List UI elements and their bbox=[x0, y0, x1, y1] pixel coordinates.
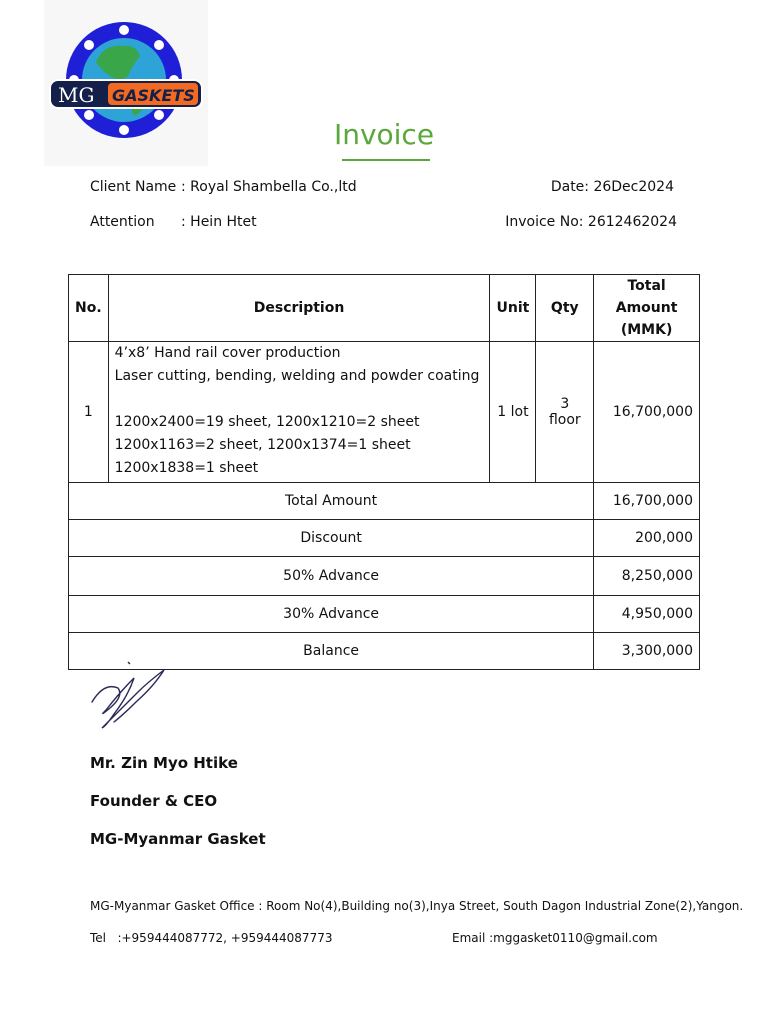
invoice-table bbox=[68, 274, 700, 670]
summary-value: 4,950,000 bbox=[594, 596, 700, 633]
summary-label: Discount bbox=[69, 520, 594, 557]
contact-email: Email :mggasket0110@gmail.com bbox=[452, 931, 658, 945]
signatory-company: MG-Myanmar Gasket bbox=[90, 830, 266, 848]
row-qty: 3 floor bbox=[536, 342, 594, 483]
table-header-row bbox=[69, 275, 700, 342]
row-total: 16,700,000 bbox=[594, 342, 700, 483]
header-total-amount bbox=[594, 275, 700, 342]
signature bbox=[84, 652, 184, 740]
signatory-role: Founder & CEO bbox=[90, 792, 218, 810]
client-name-value: : Royal Shambella Co.,ltd bbox=[181, 179, 357, 195]
title-underline bbox=[342, 159, 430, 161]
header-description: Description bbox=[108, 275, 490, 342]
row-description bbox=[108, 342, 490, 483]
summary-value: 3,300,000 bbox=[594, 633, 700, 670]
logo-text-gaskets: GASKETS bbox=[112, 86, 195, 105]
attention-value: : Hein Htet bbox=[181, 214, 257, 230]
logo-text-mg: MG bbox=[58, 83, 95, 107]
header-total-line1: Total Amount bbox=[615, 278, 678, 316]
desc-line-4: 1200x1163=2 sheet, 1200x1374=1 sheet bbox=[114, 437, 411, 453]
summary-label: 50% Advance bbox=[69, 557, 594, 596]
summary-value: 16,700,000 bbox=[594, 483, 700, 520]
row-no: 1 bbox=[69, 342, 109, 483]
summary-value: 200,000 bbox=[594, 520, 700, 557]
desc-line-5: 1200x1838=1 sheet bbox=[114, 460, 259, 476]
summary-label: Total Amount bbox=[69, 483, 594, 520]
summary-total-row bbox=[69, 483, 700, 520]
invoice-date: Date: 26Dec2024 bbox=[550, 179, 674, 195]
page-title: Invoice bbox=[333, 118, 435, 151]
header-total-line2: (MMK) bbox=[620, 322, 673, 338]
desc-line-3: 1200x2400=19 sheet, 1200x1210=2 sheet bbox=[114, 414, 420, 430]
table-row bbox=[69, 342, 700, 483]
desc-line-2: Laser cutting, bending, welding and powder coating bbox=[114, 368, 480, 384]
office-address: MG-Myanmar Gasket Office : Room No(4),Building no(3),Inya Street, South Dagon Industrial Zone(2),Yangon. bbox=[90, 899, 744, 913]
invoice-number: Invoice No: 2612462024 bbox=[505, 214, 677, 230]
summary-advance30-row bbox=[69, 596, 700, 633]
header-unit: Unit bbox=[490, 275, 536, 342]
summary-label: 30% Advance bbox=[69, 596, 594, 633]
contact-phone: Tel :+959444087772, +959444087773 bbox=[90, 931, 333, 945]
summary-discount-row bbox=[69, 520, 700, 557]
signatory-name: Mr. Zin Myo Htike bbox=[90, 754, 238, 772]
summary-label: Balance bbox=[69, 633, 594, 670]
desc-line-1: 4’x8’ Hand rail cover production bbox=[114, 345, 341, 361]
summary-value: 8,250,000 bbox=[594, 557, 700, 596]
header-qty: Qty bbox=[536, 275, 594, 342]
header-no: No. bbox=[69, 275, 109, 342]
row-unit: 1 lot bbox=[490, 342, 536, 483]
client-name-label: Client Name bbox=[90, 179, 177, 195]
attention-label: Attention bbox=[90, 214, 155, 230]
summary-advance50-row bbox=[69, 557, 700, 596]
